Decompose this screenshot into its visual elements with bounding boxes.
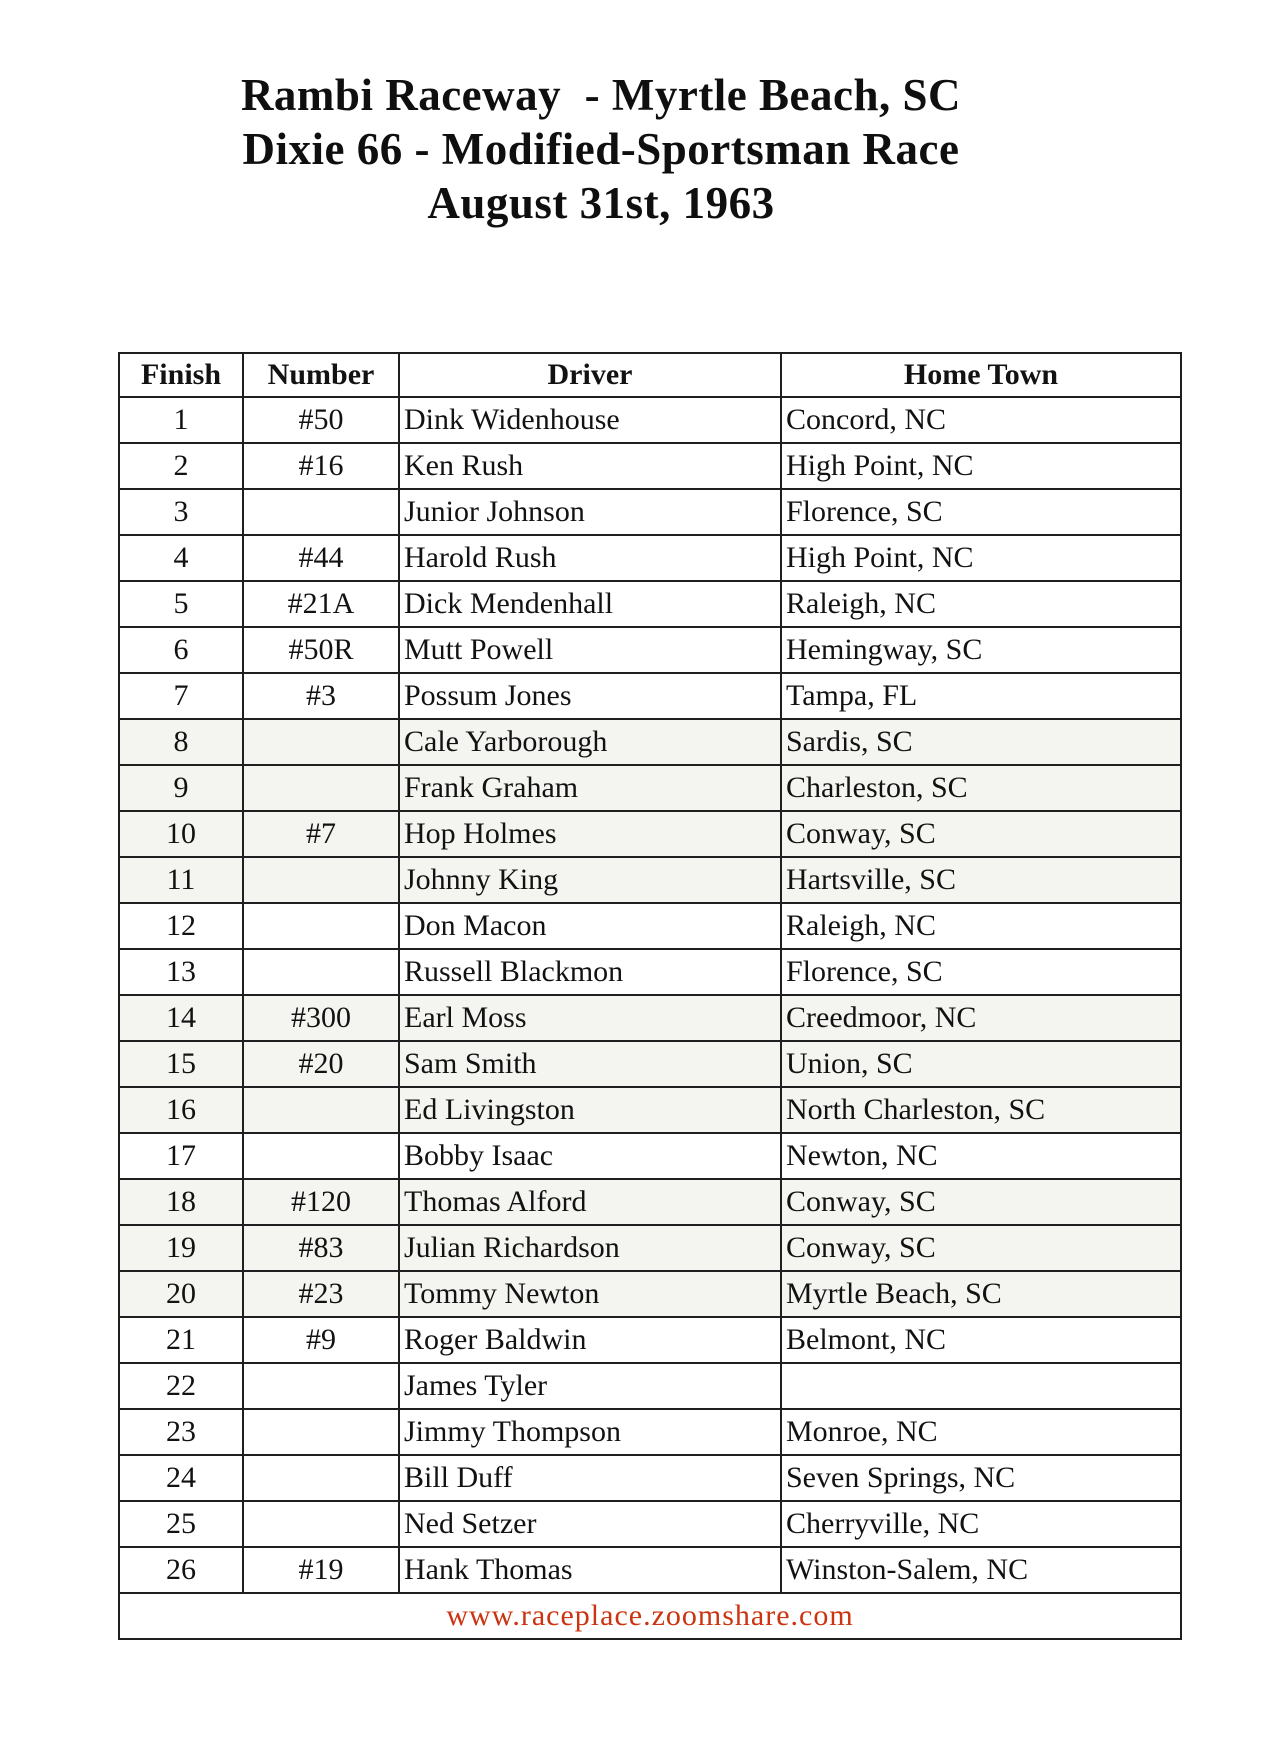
footer-row	[119, 1593, 1181, 1639]
driver-cell: Jimmy Thompson	[399, 1409, 781, 1455]
driver-cell: Dink Widenhouse	[399, 397, 781, 443]
number-cell	[243, 719, 399, 765]
driver-cell: Bill Duff	[399, 1455, 781, 1501]
finish-cell: 16	[119, 1087, 243, 1133]
column-header-number: Number	[243, 353, 399, 397]
table-row	[119, 1041, 1181, 1087]
race-results-table	[118, 352, 1182, 1640]
driver-cell: Harold Rush	[399, 535, 781, 581]
number-cell: #50R	[243, 627, 399, 673]
hometown-cell: High Point, NC	[781, 535, 1181, 581]
hometown-cell: Conway, SC	[781, 811, 1181, 857]
driver-cell: Don Macon	[399, 903, 781, 949]
hometown-cell: Hartsville, SC	[781, 857, 1181, 903]
hometown-cell: Conway, SC	[781, 1225, 1181, 1271]
finish-cell: 14	[119, 995, 243, 1041]
hometown-cell: Belmont, NC	[781, 1317, 1181, 1363]
table-row	[119, 535, 1181, 581]
number-cell	[243, 489, 399, 535]
driver-cell: Junior Johnson	[399, 489, 781, 535]
finish-cell: 17	[119, 1133, 243, 1179]
header-row	[119, 353, 1181, 397]
finish-cell: 21	[119, 1317, 243, 1363]
finish-cell: 25	[119, 1501, 243, 1547]
number-cell	[243, 949, 399, 995]
hometown-cell: Newton, NC	[781, 1133, 1181, 1179]
finish-cell: 1	[119, 397, 243, 443]
driver-cell: Dick Mendenhall	[399, 581, 781, 627]
hometown-cell: Hemingway, SC	[781, 627, 1181, 673]
finish-cell: 7	[119, 673, 243, 719]
driver-cell: Frank Graham	[399, 765, 781, 811]
column-header-finish: Finish	[119, 353, 243, 397]
number-cell	[243, 1133, 399, 1179]
table-row	[119, 1547, 1181, 1593]
table-row	[119, 811, 1181, 857]
finish-cell: 26	[119, 1547, 243, 1593]
driver-cell: Thomas Alford	[399, 1179, 781, 1225]
number-cell: #20	[243, 1041, 399, 1087]
number-cell: #9	[243, 1317, 399, 1363]
number-cell: #83	[243, 1225, 399, 1271]
number-cell: #19	[243, 1547, 399, 1593]
table-row	[119, 1317, 1181, 1363]
number-cell	[243, 857, 399, 903]
number-cell: #300	[243, 995, 399, 1041]
hometown-cell: Florence, SC	[781, 949, 1181, 995]
hometown-cell: Seven Springs, NC	[781, 1455, 1181, 1501]
table-row	[119, 1087, 1181, 1133]
table-row	[119, 627, 1181, 673]
finish-cell: 8	[119, 719, 243, 765]
number-cell: #120	[243, 1179, 399, 1225]
driver-cell: Cale Yarborough	[399, 719, 781, 765]
table-row	[119, 903, 1181, 949]
table-row	[119, 1271, 1181, 1317]
table-row	[119, 1363, 1181, 1409]
finish-cell: 9	[119, 765, 243, 811]
table-row	[119, 443, 1181, 489]
hometown-cell	[781, 1363, 1181, 1409]
driver-cell: Bobby Isaac	[399, 1133, 781, 1179]
table-row	[119, 995, 1181, 1041]
hometown-cell: Conway, SC	[781, 1179, 1181, 1225]
driver-cell: Russell Blackmon	[399, 949, 781, 995]
finish-cell: 5	[119, 581, 243, 627]
number-cell	[243, 1409, 399, 1455]
number-cell	[243, 1455, 399, 1501]
table-row	[119, 397, 1181, 443]
number-cell	[243, 1087, 399, 1133]
number-cell: #23	[243, 1271, 399, 1317]
finish-cell: 12	[119, 903, 243, 949]
title-line-date: August 31st, 1963	[427, 178, 775, 228]
finish-cell: 24	[119, 1455, 243, 1501]
finish-cell: 22	[119, 1363, 243, 1409]
finish-cell: 13	[119, 949, 243, 995]
hometown-cell: Winston-Salem, NC	[781, 1547, 1181, 1593]
hometown-cell: Monroe, NC	[781, 1409, 1181, 1455]
driver-cell: Mutt Powell	[399, 627, 781, 673]
website-url: www.raceplace.zoomshare.com	[119, 1593, 1181, 1639]
driver-cell: James Tyler	[399, 1363, 781, 1409]
number-cell: #7	[243, 811, 399, 857]
finish-cell: 15	[119, 1041, 243, 1087]
table-row	[119, 1455, 1181, 1501]
title-line-track: Rambi Raceway - Myrtle Beach, SC	[240, 70, 962, 120]
driver-cell: Ned Setzer	[399, 1501, 781, 1547]
table-row	[119, 1225, 1181, 1271]
document-title	[0, 0, 1280, 230]
finish-cell: 20	[119, 1271, 243, 1317]
finish-cell: 10	[119, 811, 243, 857]
table-row	[119, 581, 1181, 627]
hometown-cell: Creedmoor, NC	[781, 995, 1181, 1041]
number-cell: #21A	[243, 581, 399, 627]
finish-cell: 11	[119, 857, 243, 903]
driver-cell: Earl Moss	[399, 995, 781, 1041]
table-row	[119, 1179, 1181, 1225]
hometown-cell: Tampa, FL	[781, 673, 1181, 719]
number-cell	[243, 1501, 399, 1547]
driver-cell: Roger Baldwin	[399, 1317, 781, 1363]
table-row	[119, 1501, 1181, 1547]
driver-cell: Ken Rush	[399, 443, 781, 489]
table-row	[119, 1133, 1181, 1179]
column-header-home-town: Home Town	[781, 353, 1181, 397]
driver-cell: Hop Holmes	[399, 811, 781, 857]
column-header-driver: Driver	[399, 353, 781, 397]
table-row	[119, 857, 1181, 903]
driver-cell: Tommy Newton	[399, 1271, 781, 1317]
driver-cell: Johnny King	[399, 857, 781, 903]
finish-cell: 18	[119, 1179, 243, 1225]
number-cell: #44	[243, 535, 399, 581]
table-row	[119, 765, 1181, 811]
table-row	[119, 489, 1181, 535]
driver-cell: Sam Smith	[399, 1041, 781, 1087]
number-cell	[243, 765, 399, 811]
finish-cell: 4	[119, 535, 243, 581]
table-row	[119, 949, 1181, 995]
number-cell	[243, 903, 399, 949]
driver-cell: Possum Jones	[399, 673, 781, 719]
table-row	[119, 1409, 1181, 1455]
hometown-cell: Cherryville, NC	[781, 1501, 1181, 1547]
title-line-race: Dixie 66 - Modified-Sportsman Race	[242, 124, 960, 174]
hometown-cell: Raleigh, NC	[781, 581, 1181, 627]
number-cell: #50	[243, 397, 399, 443]
driver-cell: Ed Livingston	[399, 1087, 781, 1133]
hometown-cell: Concord, NC	[781, 397, 1181, 443]
hometown-cell: North Charleston, SC	[781, 1087, 1181, 1133]
finish-cell: 23	[119, 1409, 243, 1455]
hometown-cell: Myrtle Beach, SC	[781, 1271, 1181, 1317]
finish-cell: 2	[119, 443, 243, 489]
hometown-cell: Charleston, SC	[781, 765, 1181, 811]
hometown-cell: Sardis, SC	[781, 719, 1181, 765]
hometown-cell: Union, SC	[781, 1041, 1181, 1087]
number-cell: #16	[243, 443, 399, 489]
hometown-cell: High Point, NC	[781, 443, 1181, 489]
driver-cell: Julian Richardson	[399, 1225, 781, 1271]
finish-cell: 6	[119, 627, 243, 673]
hometown-cell: Raleigh, NC	[781, 903, 1181, 949]
table-row	[119, 719, 1181, 765]
hometown-cell: Florence, SC	[781, 489, 1181, 535]
number-cell	[243, 1363, 399, 1409]
number-cell: #3	[243, 673, 399, 719]
table-row	[119, 673, 1181, 719]
finish-cell: 3	[119, 489, 243, 535]
driver-cell: Hank Thomas	[399, 1547, 781, 1593]
finish-cell: 19	[119, 1225, 243, 1271]
